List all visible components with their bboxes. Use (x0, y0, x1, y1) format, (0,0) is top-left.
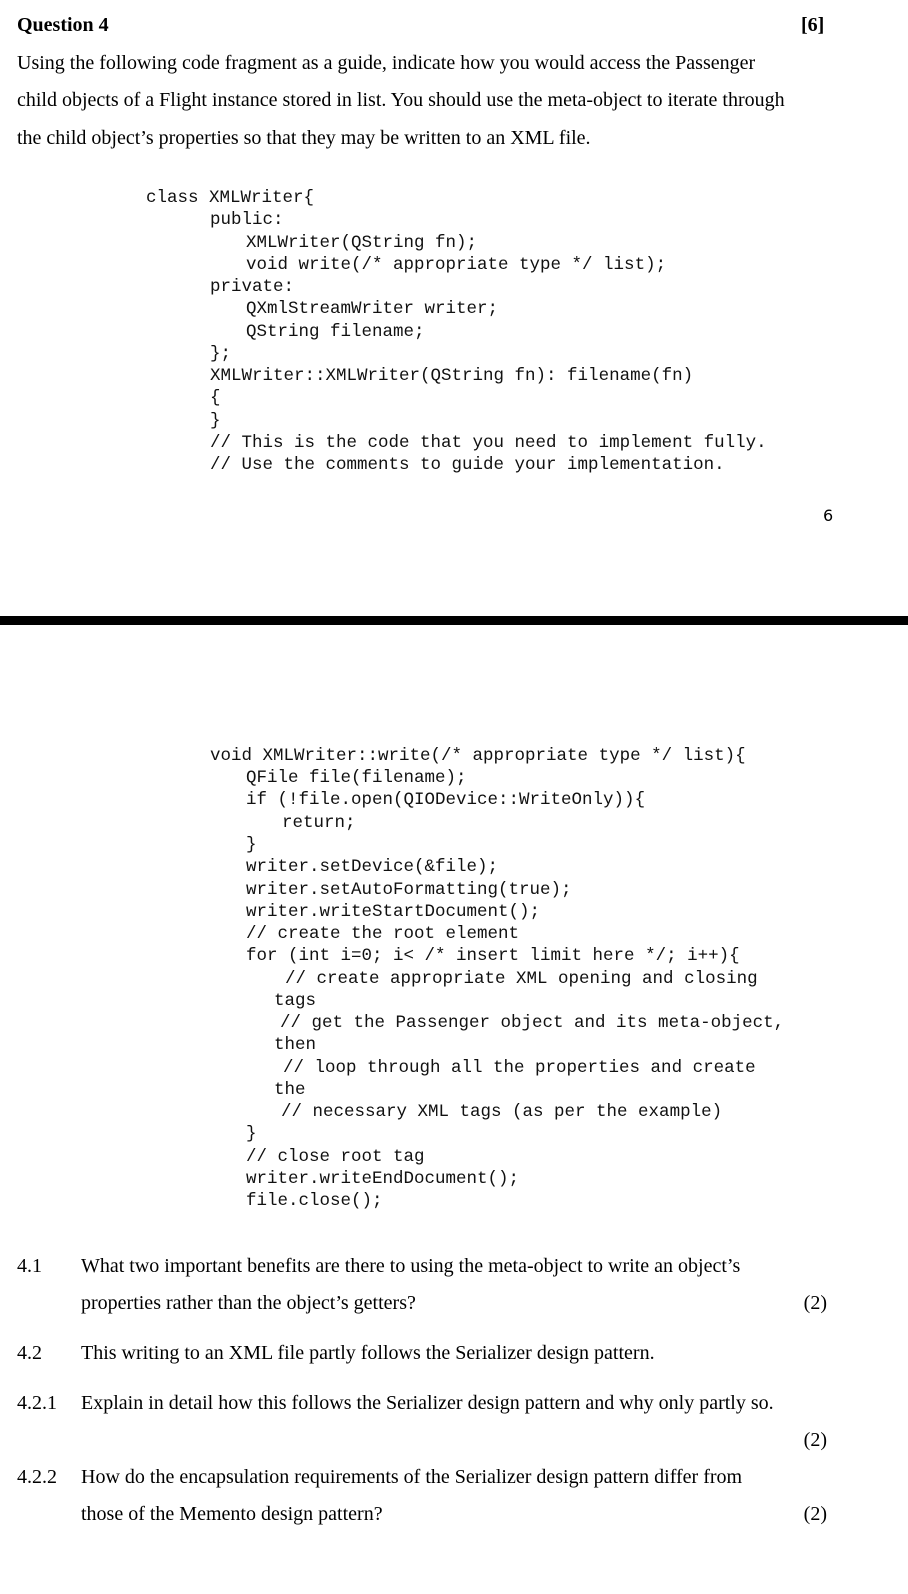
code-line: void XMLWriter::write(/* appropriate type */ list){ (210, 746, 746, 766)
question-text-line-2: properties rather than the object’s getters? (81, 1292, 416, 1314)
intro-line-1: Using the following code fragment as a guide, indicate how you would access the Passenger (17, 52, 756, 74)
question-marks: [6] (801, 14, 825, 36)
question-number: 4.1 (17, 1255, 42, 1277)
code-line: // necessary XML tags (as per the example) (281, 1102, 723, 1122)
code-line: } (246, 1124, 257, 1144)
question-marks: (2) (803, 1503, 827, 1525)
question-marks: (2) (803, 1429, 827, 1451)
page-divider (0, 616, 908, 625)
code-line: XMLWriter::XMLWriter(QString fn): filename(fn) (210, 366, 694, 386)
code-line: writer.setAutoFormatting(true); (246, 880, 572, 900)
code-line: public: (210, 210, 284, 230)
code-line: return; (282, 813, 356, 833)
code-line: // create appropriate XML opening and closing (285, 969, 758, 989)
question-4-2 (17, 1342, 835, 1372)
question-text-line-2: those of the Memento design pattern? (81, 1503, 383, 1525)
code-line: QXmlStreamWriter writer; (246, 299, 499, 319)
code-line: } (210, 411, 221, 431)
code-line: private: (210, 277, 295, 297)
question-text-line-1: How do the encapsulation requirements of the Serializer design pattern differ from (81, 1466, 743, 1488)
intro-line-3: the child object’s properties so that they may be written to an XML file. (17, 127, 591, 149)
code-line: writer.writeStartDocument(); (246, 902, 541, 922)
question-4-1 (17, 1255, 835, 1335)
code-line: // This is the code that you need to implement fully. (210, 433, 767, 453)
question-title: Question 4 (17, 14, 109, 36)
code-line: // close root tag (246, 1147, 425, 1167)
code-line: // Use the comments to guide your implementation. (210, 455, 725, 475)
question-marks: (2) (803, 1292, 827, 1314)
code-line: if (!file.open(QIODevice::WriteOnly)){ (246, 790, 646, 810)
code-line: file.close(); (246, 1191, 383, 1211)
code-line: // loop through all the properties and create (283, 1058, 756, 1078)
code-line: class XMLWriter{ (146, 188, 315, 208)
code-line: // create the root element (246, 924, 520, 944)
code-line: // get the Passenger object and its meta-object, (280, 1013, 785, 1033)
code-line: for (int i=0; i< /* insert limit here */; i++){ (246, 946, 740, 966)
code-line: tags (274, 991, 317, 1011)
code-line: writer.setDevice(&file); (246, 857, 499, 877)
code-line: QFile file(filename); (246, 768, 467, 788)
code-line: the (274, 1080, 306, 1100)
question-4-2-1 (17, 1392, 835, 1462)
question-text: This writing to an XML file partly follows the Serializer design pattern. (81, 1342, 655, 1364)
code-line: { (210, 388, 221, 408)
question-number: 4.2.2 (17, 1466, 57, 1488)
question-text-line-1: What two important benefits are there to using the meta-object to write an object’s (81, 1255, 741, 1277)
intro-line-2: child objects of a Flight instance stored in list. You should use the meta-object to iterate through (17, 89, 785, 111)
code-line: }; (210, 344, 232, 364)
page-number: 6 (823, 506, 834, 525)
code-line: void write(/* appropriate type */ list); (246, 255, 667, 275)
code-line: QString filename; (246, 322, 425, 342)
question-number: 4.2 (17, 1342, 42, 1364)
code-line: then (274, 1035, 317, 1055)
code-line: } (246, 835, 257, 855)
question-text: Explain in detail how this follows the Serializer design pattern and why only partly so. (81, 1392, 774, 1414)
code-line: XMLWriter(QString fn); (246, 233, 478, 253)
question-number: 4.2.1 (17, 1392, 57, 1414)
code-line: writer.writeEndDocument(); (246, 1169, 520, 1189)
question-4-2-2 (17, 1466, 835, 1546)
